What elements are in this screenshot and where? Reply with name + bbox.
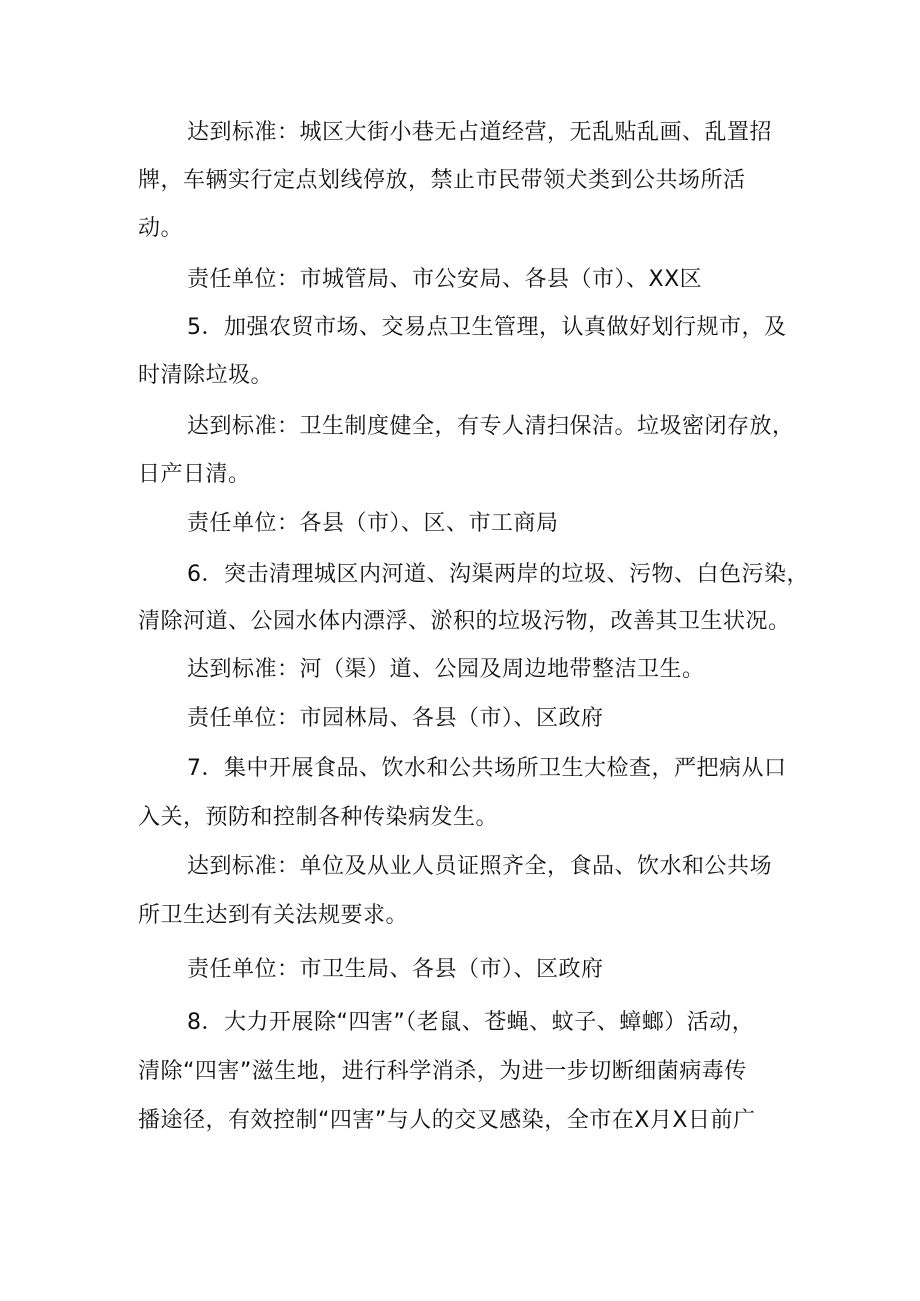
item-8-line-3: 播途径，有效控制“四害”与人的交叉感染，全市在X月X日前广	[138, 1108, 756, 1133]
standard-4-line-3: 动。	[138, 216, 184, 241]
responsible-unit-4: 责任单位：市城管局、市公安局、各县（市）、XX区	[187, 267, 703, 292]
standard-7-line-1: 达到标准：单位及从业人员证照齐全，食品、饮水和公共场	[187, 854, 773, 879]
item-7-line-2: 入关，预防和控制各种传染病发生。	[138, 805, 499, 830]
item-6-line-1: 6．突击清理城区内河道、沟渠两岸的垃圾、污物、白色污染，	[187, 562, 809, 587]
item-5-line-1: 5．加强农贸市场、交易点卫生管理，认真做好划行规市，及	[187, 315, 787, 340]
standard-4-line-1: 达到标准：城区大街小巷无占道经营，无乱贴乱画、乱置招	[187, 120, 773, 145]
item-8-line-1: 8．大力开展除“四害”（老鼠、苍蝇、蚊子、蟑螂）活动，	[187, 1010, 755, 1035]
standard-5-line-2: 日产日清。	[138, 462, 251, 487]
responsible-unit-7: 责任单位：市卫生局、各县（市）、区政府	[187, 957, 604, 982]
standard-7-line-2: 所卫生达到有关法规要求。	[138, 903, 409, 928]
item-6-line-2: 清除河道、公园水体内漂浮、淤积的垃圾污物，改善其卫生状况。	[138, 609, 791, 634]
responsible-unit-6: 责任单位：市园林局、各县（市）、区政府	[187, 706, 604, 731]
responsible-unit-5: 责任单位：各县（市）、区、市工商局	[187, 511, 559, 536]
item-8-line-2: 清除“四害”滋生地，进行科学消杀，为进一步切断细菌病毒传	[138, 1059, 747, 1084]
standard-4-line-2: 牌，车辆实行定点划线停放，禁止市民带领犬类到公共场所活	[138, 168, 746, 193]
standard-5-line-1: 达到标准：卫生制度健全，有专人清扫保洁。垃圾密闭存放，	[187, 414, 795, 439]
standard-6: 达到标准：河（渠）道、公园及周边地带整洁卫生。	[187, 657, 705, 682]
item-7-line-1: 7．集中开展食品、饮水和公共场所卫生大检查，严把病从口	[187, 756, 787, 781]
item-5-line-2: 时清除垃圾。	[138, 363, 274, 388]
